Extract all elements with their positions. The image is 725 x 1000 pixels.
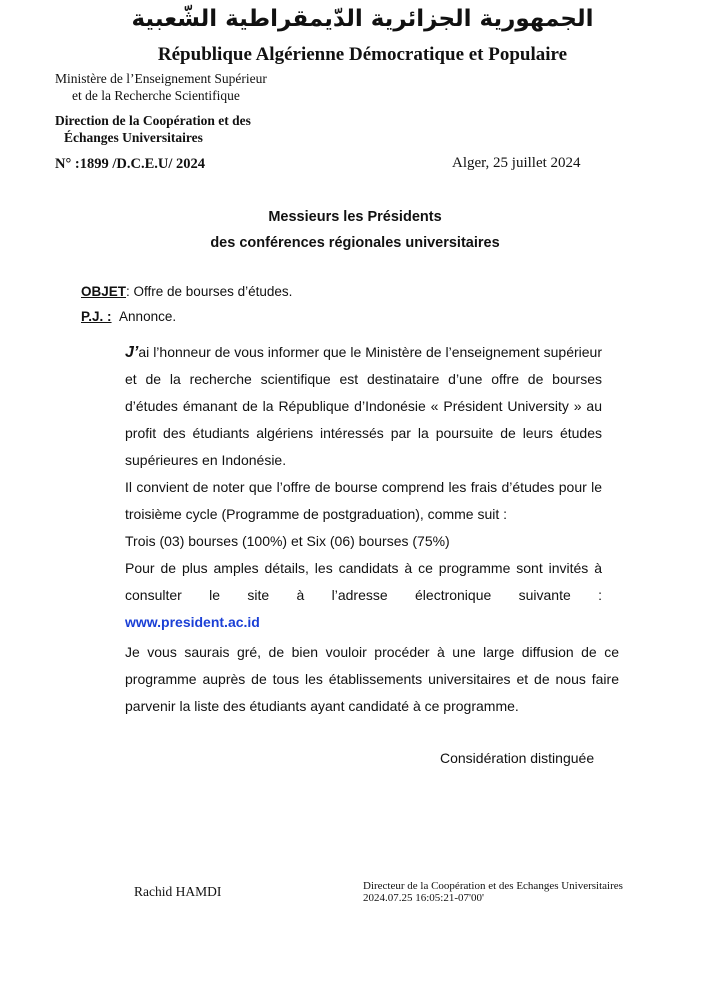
ministry-block	[55, 70, 267, 104]
website-link[interactable]: www.president.ac.id	[125, 614, 260, 630]
signature-title: Directeur de la Coopération et des Echanges Universitaires	[363, 880, 623, 892]
signer-name: Rachid HAMDI	[134, 884, 222, 899]
arabic-title: الجمهورية الجزائرية الدّيمقراطية الشّعبية	[131, 6, 594, 32]
ministry-line2: et de la Recherche Scientifique	[72, 88, 240, 103]
republic-title: République Algérienne Démocratique et Populaire	[157, 44, 568, 65]
paragraph-5: Je vous saurais gré, de bien vouloir procéder à une large diffusion de ce programme auprès de tous les établissements universitaires et de nous faire parvenir la liste des étudiants ayant candidaté à ce programme.	[125, 644, 619, 714]
object-label: OBJET	[81, 284, 127, 299]
recipient-line2: des conférences régionales universitaires	[210, 235, 500, 251]
letter-date: Alger, 25 juillet 2024	[452, 155, 581, 171]
object-line	[81, 279, 292, 304]
digital-signature	[363, 880, 623, 904]
attachment-line	[81, 304, 292, 329]
ministry-line1: Ministère de l’Enseignement Supérieur	[55, 71, 267, 86]
paragraph-4-line2: consulter le site à l’adresse électronique suivante :	[125, 587, 602, 603]
link-line	[117, 609, 602, 636]
closing-formula: Considération distinguée	[440, 750, 595, 766]
object-block	[81, 279, 292, 329]
direction-line1: Direction de la Coopération et des	[55, 113, 251, 128]
letter-body	[117, 339, 619, 720]
reference-number: N° :1899 /D.C.E.U/ 2024	[55, 156, 205, 172]
paragraph-1-text: ai l’honneur de vous informer que le Ministère de l’enseignement supérieur et de la recherche scientifique est destinataire d’une offre de bourses d’études émanant de la République d’Indonésie « Président University » au profit des étudiants algériens intéressés par la poursuite de leurs études supérieures en Indonésie.	[125, 344, 602, 468]
dropcap: J’	[125, 344, 139, 361]
paragraph-4-line1: Pour de plus amples détails, les candidats à ce programme sont invités à	[125, 560, 602, 576]
paragraph-3: Trois (03) bourses (100%) et Six (06) bourses (75%)	[125, 533, 450, 549]
direction-block	[55, 112, 251, 146]
paragraph-1	[117, 339, 602, 474]
signature-timestamp: 2024.07.25 16:05:21-07'00'	[363, 892, 484, 904]
recipient-block	[0, 204, 710, 256]
attachment-label: P.J. :	[81, 309, 112, 324]
object-value: : Offre de bourses d’études.	[126, 284, 293, 299]
recipient-line1: Messieurs les Présidents	[268, 209, 442, 225]
direction-line2: Échanges Universitaires	[64, 130, 203, 145]
paragraph-2: Il convient de noter que l’offre de bourse comprend les frais d’études pour le troisième cycle (Programme de postgraduation), comme suit :	[125, 479, 602, 522]
attachment-value: Annonce.	[119, 309, 177, 324]
